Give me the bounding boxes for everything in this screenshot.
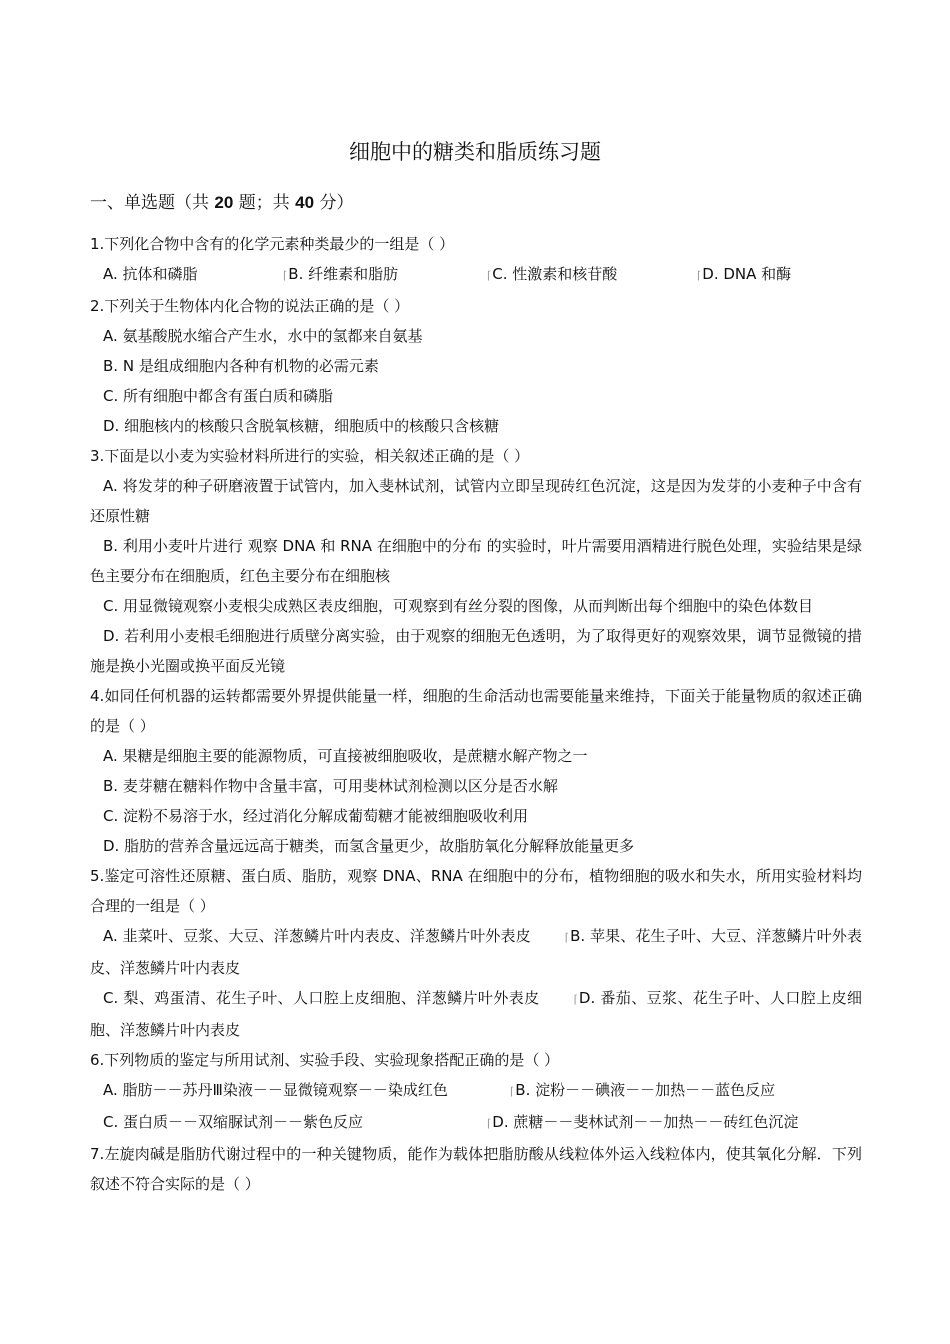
document-title: 细胞中的糖类和脂质练习题 xyxy=(349,140,601,164)
option-b: B. 纤维素和脂肪 xyxy=(288,265,399,283)
option-a: A. 将发芽的种子研磨液置于试管内，加入斐林试剂，试管内立即呈现砖红色沉淀，这是因为发芽的小麦种子中含有还原性糖 xyxy=(90,477,862,525)
option-row xyxy=(90,1075,862,1107)
section-suffix: 分） xyxy=(314,193,354,213)
section-prefix: 一、单选题（共 xyxy=(90,193,215,213)
field-mark-icon: ⌈ xyxy=(564,931,570,944)
question-3 xyxy=(90,441,862,681)
option-b: B. 麦芽糖在糖料作物中含量丰富，可用斐林试剂检测以区分是否水解 xyxy=(103,777,558,795)
option-d: D. 若利用小麦根毛细胞进行质壁分离实验，由于观察的细胞无色透明，为了取得更好的观察效果，调节显微镜的措施是换小光圈或换平面反光镜 xyxy=(90,627,862,675)
option-b: B. N 是组成细胞内各种有机物的必需元素 xyxy=(103,357,379,375)
option-d: D. 蔗糖－－斐林试剂－－加热－－砖红色沉淀 xyxy=(492,1113,799,1131)
question-list xyxy=(90,229,862,1199)
option-d: D. DNA 和酶 xyxy=(702,265,792,283)
option-pair-cd xyxy=(90,983,862,1045)
option-d: D. 番茄、豆浆、花生子叶、人口腔上皮细胞、洋葱鳞片叶内表皮 xyxy=(90,989,863,1039)
field-mark-icon: ⌈ xyxy=(697,269,702,282)
option-d: D. 细胞核内的核酸只含脱氧核糖，细胞质中的核酸只含核糖 xyxy=(103,417,500,435)
section-score: 40 xyxy=(295,193,315,212)
option-d: D. 脂肪的营养含量远远高于糖类，而氢含量更少，故脂肪氧化分解释放能量更多 xyxy=(103,837,635,855)
option-c: C. 梨、鸡蛋清、花生子叶、人口腔上皮细胞、洋葱鳞片叶外表皮 xyxy=(103,989,540,1007)
question-1 xyxy=(90,229,862,291)
question-stem: 6.下列物质的鉴定与所用试剂、实验手段、实验现象搭配正确的是（ ） xyxy=(90,1051,560,1069)
field-mark-icon: ⌈ xyxy=(573,993,578,1006)
option-pair-ab xyxy=(90,921,862,983)
question-6 xyxy=(90,1045,862,1139)
option-c: C. 性激素和核苷酸 xyxy=(492,265,618,283)
section-count: 20 xyxy=(214,193,234,212)
option-c: C. 所有细胞中都含有蛋白质和磷脂 xyxy=(103,387,334,405)
question-stem: 5.鉴定可溶性还原糖、蛋白质、脂肪，观察 DNA、RNA 在细胞中的分布，植物细胞的吸水和失水，所用实验材料均合理的一组是（ ） xyxy=(90,867,862,915)
option-row xyxy=(90,259,862,291)
option-c: C. 用显微镜观察小麦根尖成熟区表皮细胞，可观察到有丝分裂的图像，从而判断出每个细胞中的染色体数目 xyxy=(103,597,814,615)
question-stem: 7.左旋肉碱是脂肪代谢过程中的一种关键物质，能作为载体把脂肪酸从线粒体外运入线粒体内，使其氧化分解．下列叙述不符合实际的是（ ） xyxy=(90,1145,862,1193)
field-mark-icon: ⌈ xyxy=(510,1085,515,1098)
option-b: B. 利用小麦叶片进行 观察 DNA 和 RNA 在细胞中的分布 的实验时，叶片需要用酒精进行脱色处理，实验结果是绿色主要分布在细胞质，红色主要分布在细胞核 xyxy=(90,537,862,585)
field-mark-icon: ⌈ xyxy=(283,269,288,282)
option-a: A. 氨基酸脱水缩合产生水，水中的氢都来自氨基 xyxy=(103,327,423,345)
question-stem: 1.下列化合物中含有的化学元素种类最少的一组是（ ） xyxy=(90,235,455,253)
question-7 xyxy=(90,1139,862,1199)
option-row xyxy=(90,1107,862,1139)
question-stem: 2.下列关于生物体内化合物的说法正确的是（ ） xyxy=(90,297,410,315)
option-a: A. 抗体和磷脂 xyxy=(103,265,198,283)
question-stem: 4.如同任何机器的运转都需要外界提供能量一样，细胞的生命活动也需要能量来维持，下面关于能量物质的叙述正确的是（ ） xyxy=(90,687,862,735)
field-mark-icon: ⌈ xyxy=(487,269,492,282)
question-5 xyxy=(90,861,862,1045)
option-b: B. 淀粉－－碘液－－加热－－蓝色反应 xyxy=(515,1081,776,1099)
option-a: A. 脂肪－－苏丹Ⅲ染液－－显微镜观察－－染成红色 xyxy=(103,1081,448,1099)
section-middle: 题；共 xyxy=(233,193,296,213)
option-a: A. 韭菜叶、豆浆、大豆、洋葱鳞片叶内表皮、洋葱鳞片叶外表皮 xyxy=(103,927,531,945)
question-stem: 3.下面是以小麦为实验材料所进行的实验，相关叙述正确的是（ ） xyxy=(90,447,530,465)
section-heading xyxy=(90,191,353,215)
option-b: B. 苹果、花生子叶、大豆、洋葱鳞片叶外表皮、洋葱鳞片叶内表皮 xyxy=(90,927,862,977)
option-c: C. 蛋白质－－双缩脲试剂－－紫色反应 xyxy=(103,1113,364,1131)
question-4 xyxy=(90,681,862,861)
option-c: C. 淀粉不易溶于水，经过消化分解成葡萄糖才能被细胞吸收利用 xyxy=(103,807,529,825)
field-mark-icon: ⌈ xyxy=(487,1117,492,1130)
question-2 xyxy=(90,291,862,441)
option-a: A. 果糖是细胞主要的能源物质，可直接被细胞吸收，是蔗糖水解产物之一 xyxy=(103,747,588,765)
